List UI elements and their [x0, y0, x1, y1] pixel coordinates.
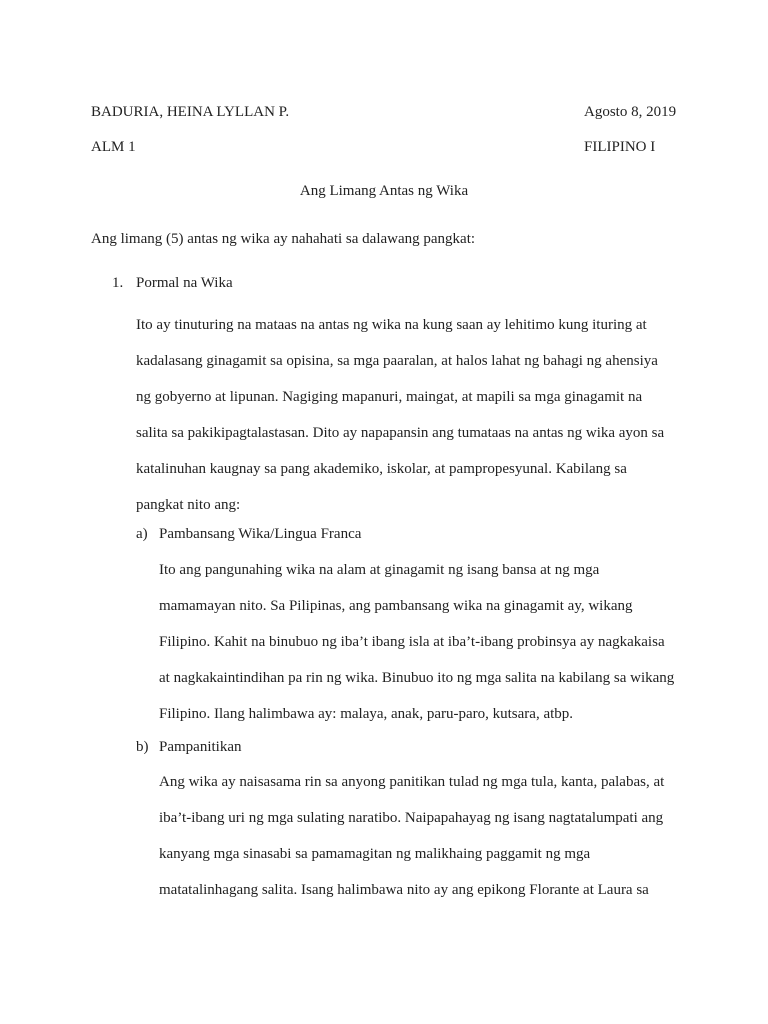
paragraph-line: matatalinhagang salita. Isang halimbawa nito ay ang epikong Florante at Laura sa	[159, 882, 649, 898]
student-name: BADURIA, HEINA LYLLAN P.	[91, 104, 290, 120]
paragraph-line: Ang wika ay naisasama rin sa anyong panitikan tulad ng mga tula, kanta, palabas, at	[159, 774, 665, 790]
paragraph-line: katalinuhan kaugnay sa pang akademiko, iskolar, at pampropesyunal. Kabilang sa	[136, 461, 627, 477]
paragraph-line: iba’t-ibang uri ng mga sulating naratibo. Naipapahayag ng isang nagtatalumpati ang	[159, 810, 664, 826]
paragraph-line: salita sa pakikipagtalastasan. Dito ay napapansin ang tumataas na antas ng wika ayon sa	[136, 425, 665, 441]
paragraph-line: Filipino. Ilang halimbawa ay: malaya, anak, paru-paro, kutsara, atbp.	[159, 706, 574, 722]
paragraph-line: kadalasang ginagamit sa opisina, sa mga paaralan, at halos lahat ng bahagi ng ahensiya	[136, 353, 658, 369]
item1-paragraph	[136, 307, 664, 523]
paragraph-line: ng gobyerno at lipunan. Nagiging mapanuri, maingat, at mapili sa mga ginagamit na	[136, 389, 643, 405]
sub-b-paragraph	[159, 764, 664, 908]
paragraph-line: pangkat nito ang:	[136, 497, 241, 513]
paragraph-line: Filipino. Kahit na binubuo ng iba’t ibang isla at iba’t-ibang probinsya ay nagkakaisa	[159, 634, 665, 650]
sub-item-letter-a: a)	[136, 526, 148, 542]
list-item-title: Pormal na Wika	[136, 275, 233, 291]
paragraph-line: kanyang mga sinasabi sa pamamagitan ng malikhaing paggamit ng mga	[159, 846, 591, 862]
intro-paragraph: Ang limang (5) antas ng wika ay nahahati sa dalawang pangkat:	[91, 231, 476, 247]
document-date: Agosto 8, 2019	[584, 104, 677, 120]
sub-a-paragraph	[159, 552, 674, 732]
student-section: ALM 1	[91, 139, 136, 155]
sub-item-title-b: Pampanitikan	[159, 739, 242, 755]
list-item-number: 1.	[112, 275, 124, 291]
header-right	[584, 95, 676, 165]
sub-item-letter-b: b)	[136, 739, 149, 755]
paragraph-line: Ito ay tinuturing na mataas na antas ng wika na kung saan ay lehitimo kung ituring at	[136, 317, 647, 333]
page-title: Ang Limang Antas ng Wika	[299, 183, 469, 199]
subject-name: FILIPINO I	[584, 139, 656, 155]
paragraph-line: at nagkakaintindihan pa rin ng wika. Binubuo ito ng mga salita na kabilang sa wikang	[159, 670, 675, 686]
sub-item-title-a: Pambansang Wika/Lingua Franca	[159, 526, 362, 542]
paragraph-line: mamamayan nito. Sa Pilipinas, ang pambansang wika na ginagamit ay, wikang	[159, 598, 633, 614]
header-left	[91, 95, 289, 165]
paragraph-line: Ito ang pangunahing wika na alam at ginagamit ng isang bansa at ng mga	[159, 562, 600, 578]
